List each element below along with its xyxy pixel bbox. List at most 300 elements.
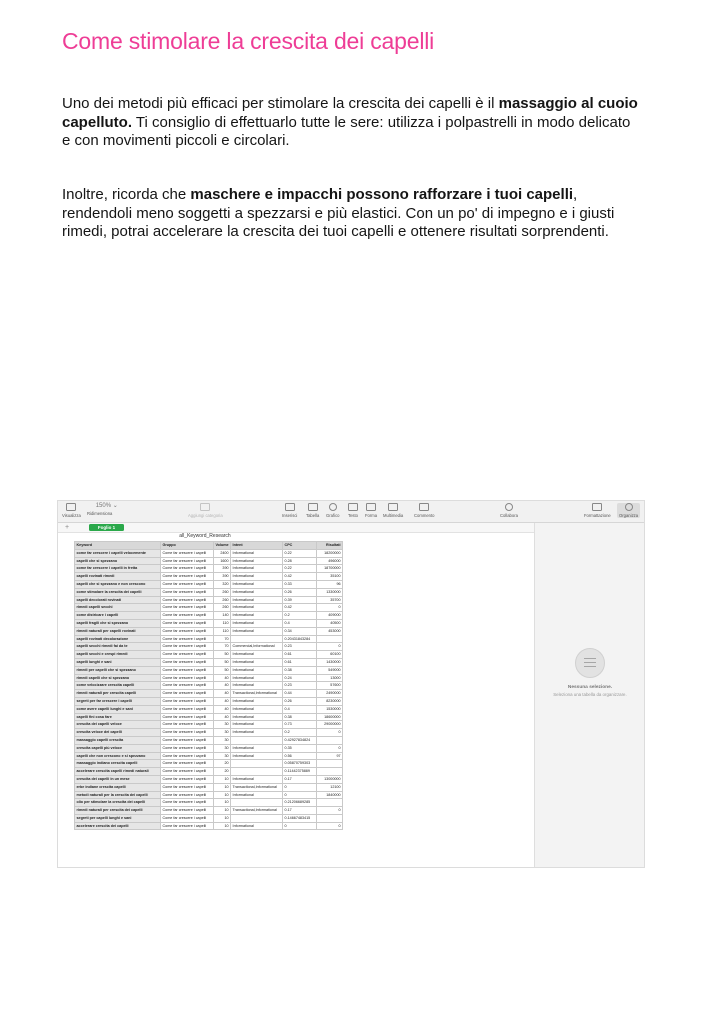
table-cell[interactable]: 0 bbox=[317, 822, 343, 830]
table-cell[interactable]: 20 bbox=[214, 760, 231, 768]
table-cell[interactable]: Come far crescere i capelli bbox=[161, 705, 214, 713]
table-row bbox=[75, 627, 343, 635]
table-cell[interactable]: 13000 bbox=[317, 674, 343, 682]
table-cell[interactable]: 0.42927834824 bbox=[283, 736, 317, 744]
table-cell[interactable]: 260 bbox=[214, 596, 231, 604]
table-cell[interactable]: segreti per capelli lunghi e sani bbox=[75, 814, 161, 822]
table-row bbox=[75, 721, 343, 729]
table-cell[interactable]: massaggio indiano crescita capelli bbox=[75, 760, 161, 768]
organize-sidebar bbox=[534, 523, 645, 867]
table-cell[interactable]: Informational bbox=[231, 627, 283, 635]
table-cell[interactable]: 20 bbox=[214, 768, 231, 776]
table-row bbox=[75, 588, 343, 596]
shape-button[interactable] bbox=[365, 503, 377, 518]
table-cell[interactable]: 35100 bbox=[317, 573, 343, 581]
table-cell[interactable]: Come far crescere i capelli bbox=[161, 775, 214, 783]
table-cell[interactable]: 13000000 bbox=[317, 775, 343, 783]
table-cell[interactable] bbox=[231, 814, 283, 822]
table-cell[interactable]: 18700000 bbox=[317, 565, 343, 573]
sheet-canvas bbox=[58, 533, 534, 867]
table-cell[interactable] bbox=[317, 799, 343, 807]
table-cell[interactable]: Informational bbox=[231, 573, 283, 581]
add-category-label: Aggiungi categoria bbox=[188, 513, 223, 518]
table-cell[interactable]: accelerare crescita capelli rimedi naturali bbox=[75, 768, 161, 776]
paragraph-bold-text: massaggio al cuoio capelluto. bbox=[62, 95, 638, 131]
table-cell[interactable]: 97 bbox=[317, 752, 343, 760]
table-cell[interactable]: 496000 bbox=[317, 557, 343, 565]
table-cell[interactable]: Informational bbox=[231, 729, 283, 737]
table-cell[interactable]: 260 bbox=[214, 604, 231, 612]
table-cell[interactable]: Informational bbox=[231, 674, 283, 682]
table-cell[interactable]: Come far crescere i capelli bbox=[161, 768, 214, 776]
table-cell[interactable]: Come far crescere i capelli bbox=[161, 791, 214, 799]
table-cell[interactable]: Informational bbox=[231, 822, 283, 830]
table-cell[interactable]: 453000 bbox=[317, 627, 343, 635]
comment-label: Commento bbox=[414, 513, 435, 518]
table-cell[interactable]: 0.4 bbox=[283, 705, 317, 713]
table-cell[interactable]: come far crescere i capelli in fretta bbox=[75, 565, 161, 573]
table-cell[interactable]: Informational bbox=[231, 697, 283, 705]
add-category-button[interactable] bbox=[188, 503, 223, 518]
table-cell[interactable]: 0.38 bbox=[283, 666, 317, 674]
table-cell[interactable]: 40 bbox=[214, 713, 231, 721]
table-cell[interactable]: Informational bbox=[231, 658, 283, 666]
table-cell[interactable]: 0.26 bbox=[283, 588, 317, 596]
table-cell[interactable]: metodi naturali per la crescita dei capelli bbox=[75, 791, 161, 799]
table-cell[interactable]: 0.24 bbox=[283, 674, 317, 682]
table-cell[interactable]: Informational bbox=[231, 721, 283, 729]
table-cell[interactable]: capelli rovinati decolorazione bbox=[75, 635, 161, 643]
table-cell[interactable]: 549000 bbox=[317, 666, 343, 674]
table-cell[interactable]: Informational bbox=[231, 666, 283, 674]
table-cell[interactable]: Transactional,Informational bbox=[231, 783, 283, 791]
table-cell[interactable]: Come far crescere i capelli bbox=[161, 596, 214, 604]
column-header[interactable]: Keyword bbox=[75, 542, 161, 550]
numbers-app-screenshot bbox=[57, 500, 645, 868]
table-cell[interactable]: 0 bbox=[317, 807, 343, 815]
table-cell[interactable]: 18600000 bbox=[317, 713, 343, 721]
table-cell[interactable]: 40 bbox=[214, 697, 231, 705]
collaborate-label: Collabora bbox=[500, 513, 518, 518]
paragraph-text: Ti consiglio di effettuarlo tutte le sere: utilizza i polpastrelli in modo delicato e con movimenti piccoli e circolari. bbox=[62, 113, 631, 150]
table-cell[interactable]: Come far crescere i capelli bbox=[161, 643, 214, 651]
table-cell[interactable]: Come far crescere i capelli bbox=[161, 752, 214, 760]
table-cell[interactable]: Informational bbox=[231, 565, 283, 573]
media-label: Multimedia bbox=[383, 513, 404, 518]
table-cell[interactable]: Come far crescere i capelli bbox=[161, 690, 214, 698]
column-header[interactable]: CPC bbox=[283, 542, 317, 550]
table-cell[interactable]: Come far crescere i capelli bbox=[161, 682, 214, 690]
text-button[interactable] bbox=[348, 503, 358, 518]
chart-label: Grafico bbox=[326, 513, 340, 518]
table-cell[interactable]: 0.2 bbox=[283, 612, 317, 620]
table-cell[interactable]: 40 bbox=[214, 705, 231, 713]
sidebar-icon bbox=[66, 503, 76, 511]
sheet-tab[interactable]: Foglio 1 bbox=[89, 524, 124, 531]
table-cell[interactable]: come districare i capelli bbox=[75, 612, 161, 620]
table-cell[interactable]: 30 bbox=[214, 721, 231, 729]
table-cell[interactable]: 0.39 bbox=[283, 596, 317, 604]
table-cell[interactable]: 0.2 bbox=[283, 729, 317, 737]
table-label: Tabella bbox=[306, 513, 320, 518]
table-cell[interactable]: 0 bbox=[317, 729, 343, 737]
table-cell[interactable]: Come far crescere i capelli bbox=[161, 799, 214, 807]
table-row bbox=[75, 713, 343, 721]
table-cell[interactable]: Come far crescere i capelli bbox=[161, 721, 214, 729]
table-cell[interactable]: 0.33 bbox=[283, 580, 317, 588]
table-cell[interactable]: accelerare crescita dei capelli bbox=[75, 822, 161, 830]
table-cell[interactable]: 0.61 bbox=[283, 651, 317, 659]
table-cell[interactable]: 0.20431843284 bbox=[283, 635, 317, 643]
table-cell[interactable]: Informational bbox=[231, 682, 283, 690]
table-cell[interactable]: 140 bbox=[214, 612, 231, 620]
table-cell[interactable]: 1330000 bbox=[317, 588, 343, 596]
zoom-value: 150% ⌄ bbox=[95, 503, 118, 509]
table-cell[interactable]: 0.73 bbox=[283, 721, 317, 729]
sheet-tab-bar bbox=[58, 523, 534, 533]
collaborate-icon bbox=[505, 503, 513, 511]
table-row bbox=[75, 783, 343, 791]
table-cell[interactable]: olio per stimolare la crescita dei capelli bbox=[75, 799, 161, 807]
table-cell[interactable]: Informational bbox=[231, 596, 283, 604]
table-cell[interactable]: 0.61 bbox=[283, 658, 317, 666]
table-cell[interactable]: 0.34 bbox=[283, 627, 317, 635]
table-cell[interactable]: 30 bbox=[214, 752, 231, 760]
table-cell[interactable]: Come far crescere i capelli bbox=[161, 822, 214, 830]
table-cell[interactable]: segreti per far crescere i capelli bbox=[75, 697, 161, 705]
table-row bbox=[75, 729, 343, 737]
table-cell[interactable]: 0 bbox=[283, 822, 317, 830]
table-cell[interactable]: Come far crescere i capelli bbox=[161, 736, 214, 744]
table-cell[interactable]: Come far crescere i capelli bbox=[161, 588, 214, 596]
table-cell[interactable]: Come far crescere i capelli bbox=[161, 565, 214, 573]
table-cell[interactable]: 50 bbox=[214, 651, 231, 659]
table-cell[interactable]: 30 bbox=[214, 729, 231, 737]
table-cell[interactable]: Informational bbox=[231, 775, 283, 783]
table-cell[interactable]: 0 bbox=[283, 791, 317, 799]
table-cell[interactable]: 57600 bbox=[317, 682, 343, 690]
insert-button[interactable] bbox=[282, 503, 297, 518]
table-cell[interactable]: Informational bbox=[231, 713, 283, 721]
table-cell[interactable]: 260 bbox=[214, 588, 231, 596]
table-cell[interactable]: rimedi capelli che si spezzano bbox=[75, 674, 161, 682]
table-cell[interactable]: 10 bbox=[214, 822, 231, 830]
table-cell[interactable]: Come far crescere i capelli bbox=[161, 612, 214, 620]
table-cell[interactable]: come avere capelli lunghi e sani bbox=[75, 705, 161, 713]
table-row bbox=[75, 604, 343, 612]
table-cell[interactable]: 0.26 bbox=[283, 697, 317, 705]
table-row bbox=[75, 651, 343, 659]
table-row bbox=[75, 549, 343, 557]
table-row bbox=[75, 612, 343, 620]
table-cell[interactable]: Come far crescere i capelli bbox=[161, 729, 214, 737]
table-cell[interactable]: 0.21206689285 bbox=[283, 799, 317, 807]
table-row bbox=[75, 573, 343, 581]
paragraph-massage bbox=[62, 95, 642, 151]
table-row bbox=[75, 807, 343, 815]
keyword-table[interactable] bbox=[74, 541, 343, 830]
table-row bbox=[75, 557, 343, 565]
table-row bbox=[75, 744, 343, 752]
text-icon bbox=[348, 503, 358, 511]
table-cell[interactable]: 70 bbox=[214, 643, 231, 651]
table-cell[interactable]: crescita dei capelli in un mese bbox=[75, 775, 161, 783]
table-cell[interactable]: Come far crescere i capelli bbox=[161, 713, 214, 721]
table-cell[interactable]: come velocizzare crescita capelli bbox=[75, 682, 161, 690]
table-cell[interactable]: capelli decolorati rovinati bbox=[75, 596, 161, 604]
table-cell[interactable]: Informational bbox=[231, 549, 283, 557]
paragraph-text: , rendendoli meno soggetti a spezzarsi e più elastici. Con un po' di impegno e i giusti rimedi, potrai accelerare la crescita dei tuoi capelli e ottenere risultati sorprendenti. bbox=[62, 186, 615, 241]
table-cell[interactable] bbox=[231, 768, 283, 776]
table-cell[interactable] bbox=[317, 760, 343, 768]
table-cell[interactable]: Informational bbox=[231, 752, 283, 760]
table-cell[interactable]: 0.28 bbox=[283, 557, 317, 565]
table-cell[interactable]: 10 bbox=[214, 775, 231, 783]
table-cell[interactable]: Informational bbox=[231, 580, 283, 588]
table-row bbox=[75, 705, 343, 713]
table-cell[interactable]: 0.35 bbox=[283, 744, 317, 752]
paragraph-bold-text: maschere e impacchi possono rafforzare i tuoi capelli bbox=[190, 186, 574, 203]
table-name: all_Keyword_Research bbox=[179, 533, 231, 539]
table-cell[interactable]: crescita capelli più veloce bbox=[75, 744, 161, 752]
table-cell[interactable]: 390 bbox=[214, 573, 231, 581]
table-cell[interactable]: 70 bbox=[214, 635, 231, 643]
table-cell[interactable]: 0.56 bbox=[283, 752, 317, 760]
table-cell[interactable]: 0.22 bbox=[283, 565, 317, 573]
table-row bbox=[75, 760, 343, 768]
table-cell[interactable] bbox=[317, 635, 343, 643]
no-selection-title: Nessuna selezione. bbox=[567, 685, 613, 690]
table-cell[interactable] bbox=[231, 635, 283, 643]
table-button[interactable] bbox=[306, 503, 319, 518]
table-cell[interactable]: 0.14667483415 bbox=[283, 814, 317, 822]
table-cell[interactable]: 390 bbox=[214, 565, 231, 573]
table-cell[interactable]: 110 bbox=[214, 619, 231, 627]
table-row bbox=[75, 682, 343, 690]
table-cell[interactable]: erbe indiane crescita capelli bbox=[75, 783, 161, 791]
format-button[interactable] bbox=[584, 503, 611, 518]
table-row bbox=[75, 736, 343, 744]
table-cell[interactable]: Come far crescere i capelli bbox=[161, 674, 214, 682]
table-cell[interactable] bbox=[317, 768, 343, 776]
table-cell[interactable]: Informational bbox=[231, 651, 283, 659]
table-cell[interactable]: 10 bbox=[214, 807, 231, 815]
media-button[interactable] bbox=[383, 503, 403, 518]
column-header[interactable]: Volume bbox=[214, 542, 231, 550]
table-cell[interactable]: 0 bbox=[283, 783, 317, 791]
table-cell[interactable]: 0.23 bbox=[283, 682, 317, 690]
table-row bbox=[75, 674, 343, 682]
table-cell[interactable] bbox=[231, 736, 283, 744]
chart-icon bbox=[329, 503, 337, 511]
zoom-button[interactable] bbox=[87, 503, 118, 516]
table-cell[interactable]: 10 bbox=[214, 799, 231, 807]
table-cell[interactable]: 12100 bbox=[317, 783, 343, 791]
table-cell[interactable]: crescita dei capelli veloce bbox=[75, 721, 161, 729]
table-row bbox=[75, 635, 343, 643]
table-cell[interactable]: 0.4 bbox=[283, 619, 317, 627]
table-cell[interactable]: 18200000 bbox=[317, 549, 343, 557]
shape-icon bbox=[366, 503, 376, 511]
table-cell[interactable]: 50 bbox=[214, 658, 231, 666]
table-cell[interactable]: 0 bbox=[317, 643, 343, 651]
table-cell[interactable]: crescita veloce dei capelli bbox=[75, 729, 161, 737]
table-cell[interactable] bbox=[231, 799, 283, 807]
table-cell[interactable]: 40 bbox=[214, 674, 231, 682]
add-sheet-button[interactable]: + bbox=[65, 524, 70, 531]
table-cell[interactable] bbox=[317, 736, 343, 744]
table-cell[interactable]: come far crescere i capelli velocemente bbox=[75, 549, 161, 557]
table-cell[interactable]: 409000 bbox=[317, 612, 343, 620]
table-cell[interactable]: 110 bbox=[214, 627, 231, 635]
table-cell[interactable]: rimedi naturali per capelli rovinati bbox=[75, 627, 161, 635]
table-cell[interactable]: Come far crescere i capelli bbox=[161, 651, 214, 659]
table-cell[interactable]: 2400 bbox=[214, 549, 231, 557]
table-cell[interactable]: Come far crescere i capelli bbox=[161, 807, 214, 815]
table-cell[interactable]: 96 bbox=[317, 580, 343, 588]
column-header[interactable]: Risultati bbox=[317, 542, 343, 550]
format-label: Formattazione bbox=[584, 513, 611, 518]
table-row bbox=[75, 791, 343, 799]
table-row bbox=[75, 619, 343, 627]
comment-icon bbox=[419, 503, 429, 511]
view-button[interactable] bbox=[62, 503, 81, 518]
table-cell[interactable] bbox=[317, 814, 343, 822]
table-cell[interactable]: Come far crescere i capelli bbox=[161, 557, 214, 565]
table-cell[interactable]: capelli lunghi e sani bbox=[75, 658, 161, 666]
table-cell[interactable]: Transactional,Informational bbox=[231, 807, 283, 815]
table-cell[interactable]: 8230000 bbox=[317, 697, 343, 705]
table-cell[interactable]: 0.11442375889 bbox=[283, 768, 317, 776]
table-cell[interactable]: Come far crescere i capelli bbox=[161, 619, 214, 627]
list-icon bbox=[575, 648, 605, 678]
table-cell[interactable]: Informational bbox=[231, 588, 283, 596]
table-cell[interactable]: rimedi naturali per crescita capelli bbox=[75, 690, 161, 698]
table-cell[interactable]: Come far crescere i capelli bbox=[161, 814, 214, 822]
table-cell[interactable]: 10 bbox=[214, 814, 231, 822]
table-row bbox=[75, 752, 343, 760]
table-cell[interactable]: 0.44 bbox=[283, 690, 317, 698]
table-cell[interactable]: capelli che non crescono e si spezzano bbox=[75, 752, 161, 760]
table-cell[interactable]: 0.17 bbox=[283, 807, 317, 815]
table-cell[interactable]: Informational bbox=[231, 791, 283, 799]
category-icon bbox=[200, 503, 210, 511]
table-cell[interactable]: capelli fragili che si spezzano bbox=[75, 619, 161, 627]
table-cell[interactable]: capelli fini cosa fare bbox=[75, 713, 161, 721]
table-cell[interactable]: 35700 bbox=[317, 596, 343, 604]
collaborate-button[interactable] bbox=[500, 503, 518, 518]
table-cell[interactable]: 2490000 bbox=[317, 690, 343, 698]
table-cell[interactable]: 0.42 bbox=[283, 604, 317, 612]
table-row bbox=[75, 643, 343, 651]
table-cell[interactable]: Informational bbox=[231, 705, 283, 713]
table-cell[interactable]: capelli secchi e crespi rimedi bbox=[75, 651, 161, 659]
table-cell[interactable]: 30 bbox=[214, 736, 231, 744]
table-row bbox=[75, 799, 343, 807]
table-cell[interactable]: Come far crescere i capelli bbox=[161, 666, 214, 674]
table-cell[interactable]: 0.38 bbox=[283, 713, 317, 721]
table-cell[interactable]: 0.17 bbox=[283, 775, 317, 783]
table-cell[interactable]: 0 bbox=[317, 744, 343, 752]
column-header[interactable]: Intent bbox=[231, 542, 283, 550]
table-cell[interactable]: Come far crescere i capelli bbox=[161, 580, 214, 588]
media-icon bbox=[388, 503, 398, 511]
insert-icon bbox=[285, 503, 295, 511]
table-cell[interactable]: Transactional,Informational bbox=[231, 690, 283, 698]
document-title: Come stimolare la crescita dei capelli bbox=[62, 28, 435, 54]
table-cell[interactable]: Come far crescere i capelli bbox=[161, 573, 214, 581]
table-cell[interactable]: 320 bbox=[214, 580, 231, 588]
table-cell[interactable]: 30 bbox=[214, 744, 231, 752]
table-row bbox=[75, 690, 343, 698]
table-cell[interactable]: 0.23 bbox=[283, 643, 317, 651]
table-cell[interactable]: Come far crescere i capelli bbox=[161, 697, 214, 705]
table-cell[interactable]: 0.05870759303 bbox=[283, 760, 317, 768]
table-cell[interactable]: capelli che si spezzano e non crescono bbox=[75, 580, 161, 588]
table-cell[interactable]: Come far crescere i capelli bbox=[161, 760, 214, 768]
table-cell[interactable]: capelli che si spezzano bbox=[75, 557, 161, 565]
table-row bbox=[75, 814, 343, 822]
table-cell[interactable]: come stimolare la crescita dei capelli bbox=[75, 588, 161, 596]
table-cell[interactable] bbox=[231, 760, 283, 768]
table-cell[interactable]: capelli rovinati rimedi bbox=[75, 573, 161, 581]
table-cell[interactable]: 0.22 bbox=[283, 549, 317, 557]
table-cell[interactable]: massaggio capelli crescita bbox=[75, 736, 161, 744]
table-cell[interactable]: 40 bbox=[214, 690, 231, 698]
table-cell[interactable]: 29000000 bbox=[317, 721, 343, 729]
table-cell[interactable]: Informational bbox=[231, 557, 283, 565]
comment-button[interactable] bbox=[414, 503, 434, 518]
table-cell[interactable]: Come far crescere i capelli bbox=[161, 744, 214, 752]
table-cell[interactable]: Come far crescere i capelli bbox=[161, 549, 214, 557]
table-row bbox=[75, 822, 343, 830]
table-cell[interactable]: Informational bbox=[231, 604, 283, 612]
paragraph-text: Uno dei metodi più efficaci per stimolare la crescita dei capelli è il bbox=[62, 95, 499, 112]
table-cell[interactable]: 40500 bbox=[317, 619, 343, 627]
organize-label: Organizza bbox=[619, 513, 639, 518]
table-cell[interactable]: capelli secchi rimedi fai da te bbox=[75, 643, 161, 651]
table-cell[interactable]: rimedi per capelli che si spezzano bbox=[75, 666, 161, 674]
table-cell[interactable]: 0.42 bbox=[283, 573, 317, 581]
table-cell[interactable]: 10 bbox=[214, 783, 231, 791]
organize-button[interactable] bbox=[617, 503, 640, 518]
table-cell[interactable]: rimedi capelli secchi bbox=[75, 604, 161, 612]
table-cell[interactable]: 1530000 bbox=[317, 705, 343, 713]
toolbar bbox=[58, 501, 644, 523]
table-cell[interactable]: 1600 bbox=[214, 557, 231, 565]
table-cell[interactable]: 0 bbox=[317, 604, 343, 612]
table-cell[interactable]: 60100 bbox=[317, 651, 343, 659]
table-cell[interactable]: Informational bbox=[231, 744, 283, 752]
table-cell[interactable]: Informational bbox=[231, 619, 283, 627]
table-cell[interactable]: 1840000 bbox=[317, 791, 343, 799]
table-cell[interactable]: 1430000 bbox=[317, 658, 343, 666]
table-cell[interactable]: Come far crescere i capelli bbox=[161, 604, 214, 612]
table-cell[interactable]: 10 bbox=[214, 791, 231, 799]
table-cell[interactable]: Come far crescere i capelli bbox=[161, 783, 214, 791]
table-cell[interactable]: Come far crescere i capelli bbox=[161, 635, 214, 643]
table-cell[interactable]: 50 bbox=[214, 666, 231, 674]
chart-button[interactable] bbox=[326, 503, 340, 518]
table-cell[interactable]: Come far crescere i capelli bbox=[161, 627, 214, 635]
column-header[interactable]: Gruppo bbox=[161, 542, 214, 550]
table-cell[interactable]: rimedi naturali per crescita dei capelli bbox=[75, 807, 161, 815]
table-cell[interactable]: Informational bbox=[231, 612, 283, 620]
table-row bbox=[75, 768, 343, 776]
table-cell[interactable]: Come far crescere i capelli bbox=[161, 658, 214, 666]
table-cell[interactable]: 40 bbox=[214, 682, 231, 690]
table-cell[interactable]: Commercial,Informational bbox=[231, 643, 283, 651]
